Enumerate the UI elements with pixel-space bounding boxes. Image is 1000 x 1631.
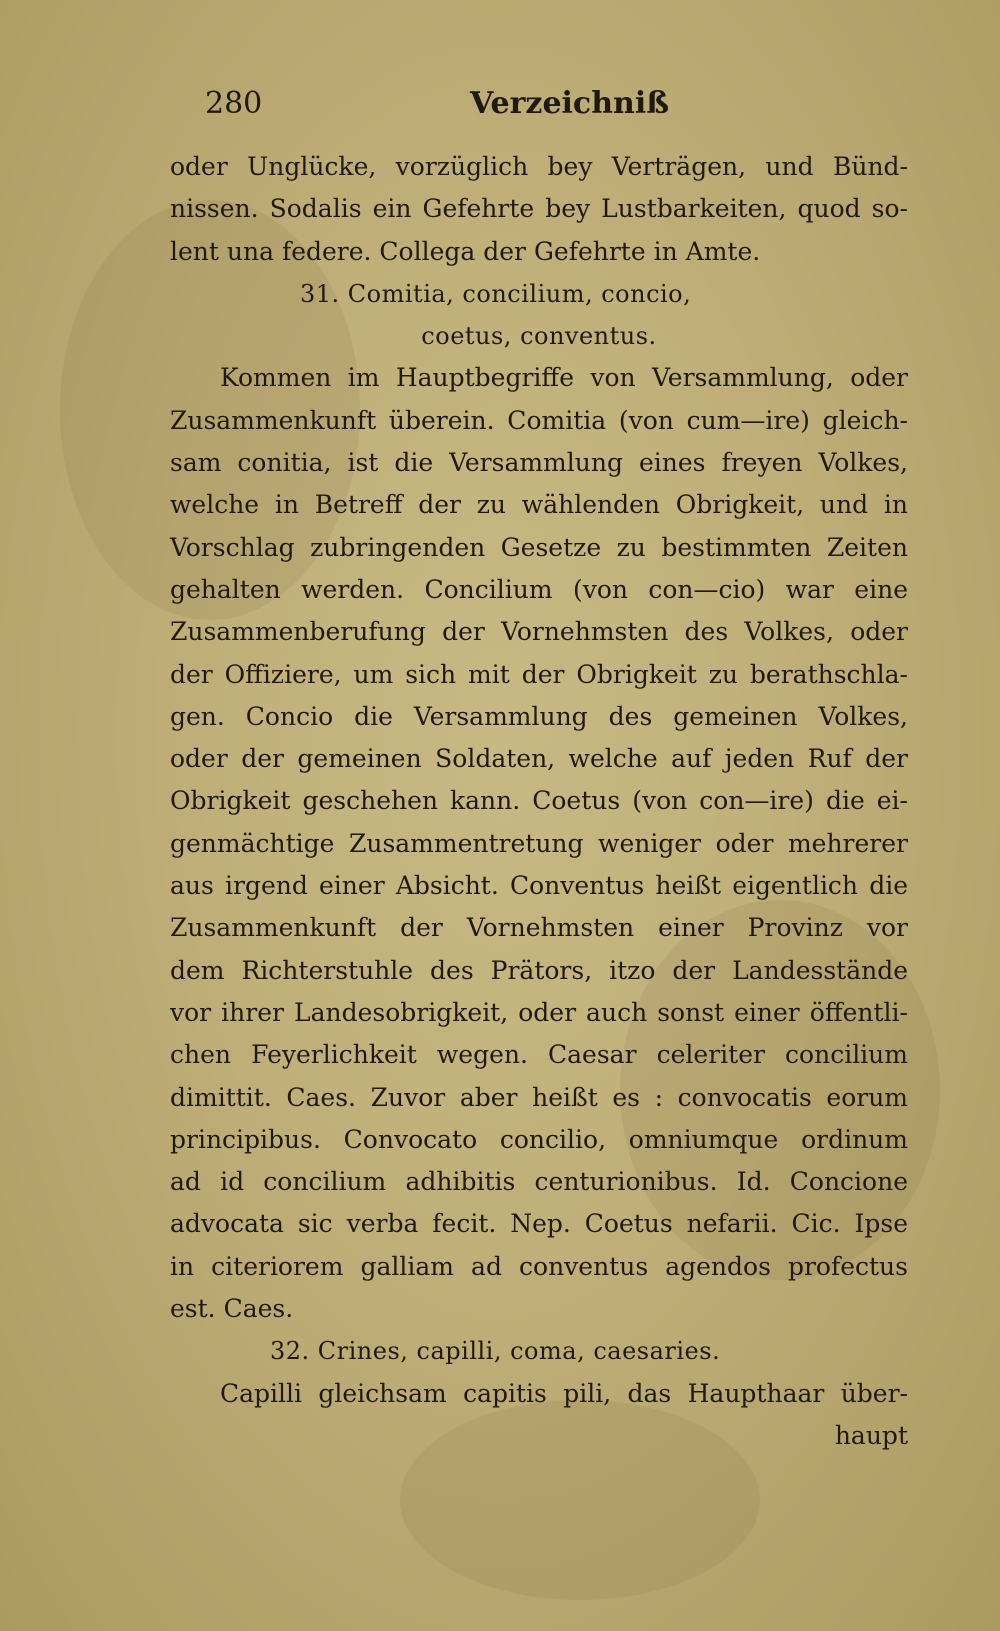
running-head: Verzeichniß (470, 86, 670, 121)
text-line: Zusammenkunft der Vornehmsten einer Provinz vor (170, 913, 908, 943)
text-line: lent una federe. Collega der Gefehrte in Amte. (170, 236, 761, 266)
text-line: gehalten werden. Concilium (von con—cio) war eine (170, 574, 908, 604)
text-line: Capilli gleichsam capitis pili, das Haupthaar über- (220, 1378, 908, 1408)
text-line: est. Caes. (170, 1294, 294, 1324)
text-line: sam conitia, ist die Versammlung eines freyen Volkes, (170, 448, 908, 478)
text-line: nissen. Sodalis ein Gefehrte bey Lustbarkeiten, quod so- (170, 194, 908, 224)
section-heading: 31. Comitia, concilium, concio, (300, 279, 692, 308)
text-line: advocata sic verba fecit. Nep. Coetus nefarii. Cic. Ipse (170, 1209, 908, 1239)
text-line: genmächtige Zusammentretung weniger oder mehrerer (170, 828, 908, 858)
text-line: Obrigkeit geschehen kann. Coetus (von con—ire) die ei- (170, 786, 908, 816)
text-line: Vorschlag zubringenden Gesetze zu bestimmten Zeiten (170, 532, 908, 562)
text-line: aus irgend einer Absicht. Conventus heißt eigentlich die (170, 871, 908, 901)
text-line: Zusammenberufung der Vornehmsten des Volkes, oder (170, 617, 908, 647)
text-line: gen. Concio die Versammlung des gemeinen Volkes, (170, 701, 908, 731)
text-line: Zusammenkunft überein. Comitia (von cum—ire) gleich- (170, 405, 908, 435)
text-line: dimittit. Caes. Zuvor aber heißt es : convocatis eorum (170, 1082, 908, 1112)
catchword: haupt (834, 1420, 908, 1450)
text-line: vor ihrer Landesobrigkeit, oder auch sonst einer öffentli- (170, 997, 908, 1027)
text-line: Kommen im Hauptbegriffe von Versammlung, oder (220, 363, 908, 393)
text-line: in citeriorem galliam ad conventus agendos profectus (170, 1251, 908, 1281)
text-line: oder Unglücke, vorzüglich bey Verträgen, und Bünd- (170, 152, 908, 181)
page-header (0, 86, 1000, 126)
text-line: oder der gemeinen Soldaten, welche auf jeden Ruf der (170, 744, 908, 774)
text-line: ad id concilium adhibitis centurionibus. Id. Concione (170, 1167, 908, 1197)
text-line: principibus. Convocato concilio, omniumque ordinum (170, 1124, 908, 1154)
page-body (170, 146, 908, 1457)
text-line: welche in Betreff der zu wählenden Obrigkeit, und in (170, 490, 908, 520)
page-number: 280 (205, 86, 263, 121)
section-heading: 32. Crines, capilli, coma, caesaries. (270, 1337, 721, 1366)
text-line: der Offiziere, um sich mit der Obrigkeit zu berathschla- (170, 659, 908, 689)
text-line: dem Richterstuhle des Prätors, itzo der Landesstände (170, 955, 908, 985)
section-heading-continued: coetus, conventus. (421, 322, 657, 351)
text-line: chen Feyerlichkeit wegen. Caesar celeriter concilium (170, 1040, 908, 1070)
